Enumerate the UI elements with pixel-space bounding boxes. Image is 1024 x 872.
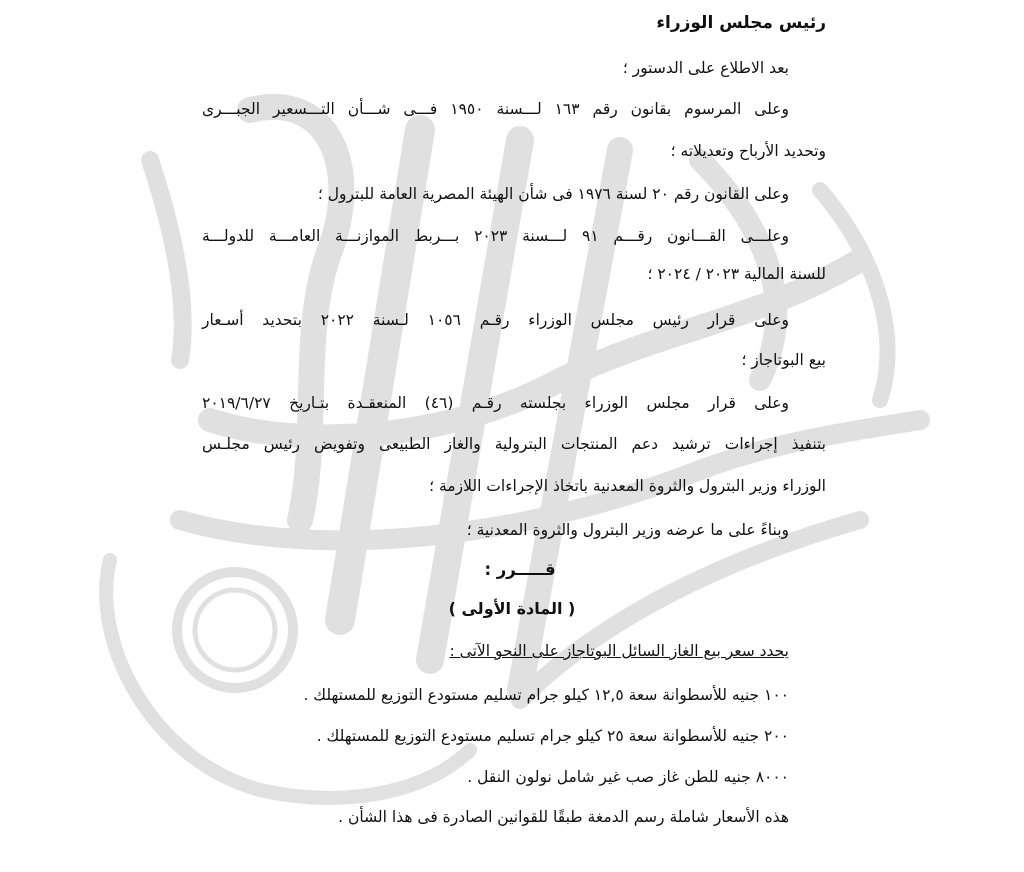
preamble-line: وعلى المرسوم بقانون رقم ١٦٣ لـــسنة ١٩٥٠ فـــى شـــأن التـــسعير الجبـــرى	[202, 100, 789, 118]
price-item: ١٠٠ جنيه للأسطوانة سعة ١٢,٥ كيلو جرام تسليم مستودع التوزيع للمستهلك .	[303, 686, 789, 704]
price-item: ٢٠٠ جنيه للأسطوانة سعة ٢٥ كيلو جرام تسليم مستودع التوزيع للمستهلك .	[316, 727, 789, 745]
article-intro: يحدد سعر بيع الغاز السائل البوتاجاز على النحو الآتى :	[449, 642, 789, 660]
preamble-line: وعلى قرار رئيس مجلس الوزراء رقـم ١٠٥٦ لـسنة ٢٠٢٢ بتحديد أسـعار	[202, 311, 790, 329]
preamble-line: بيع البوتاجاز ؛	[741, 351, 826, 369]
preamble-line: وبناءً على ما عرضه وزير البترول والثروة المعدنية ؛	[466, 521, 789, 539]
article-title: ( المادة الأولى )	[448, 599, 576, 618]
preamble-line: الوزراء وزير البترول والثروة المعدنية باتخاذ الإجراءات اللازمة ؛	[429, 477, 826, 495]
preamble-line: وعلـــى القـــانون رقـــم ٩١ لـــسنة ٢٠٢٣ بـــربط الموازنـــة العامـــة للدولـــة	[202, 227, 789, 245]
preamble-line: وعلى القانون رقم ٢٠ لسنة ١٩٧٦ فى شأن الهيئة المصرية العامة للبترول ؛	[317, 185, 789, 203]
article-note: هذه الأسعار شاملة رسم الدمغة طبقًا للقوانين الصادرة فى هذا الشأن .	[338, 808, 789, 826]
preamble-line: بتنفيذ إجراءات ترشيد دعم المنتجات البترولية والغاز الطبيعى وتفويض رئيس مجلـس	[202, 435, 826, 453]
preamble-line: للسنة المالية ٢٠٢٣ / ٢٠٢٤ ؛	[647, 265, 826, 283]
watermark-stroke	[150, 160, 183, 360]
watermark-stroke	[106, 560, 470, 798]
preamble-line: بعد الاطلاع على الدستور ؛	[622, 59, 789, 77]
preamble-line: وتحديد الأرباح وتعديلاته ؛	[670, 142, 826, 160]
watermark-stroke	[820, 190, 888, 400]
watermark-circle	[177, 572, 293, 688]
preamble-line: وعلى قرار مجلس الوزراء بجلسته رقـم (٤٦) المنعقـدة بتـاريخ ٢٠١٩/٦/٢٧	[202, 394, 790, 412]
price-item: ٨٠٠٠ جنيه للطن غاز صب غير شامل نولون النقل .	[467, 768, 789, 786]
decree-heading: قـــــرر :	[484, 560, 556, 579]
page-title: رئيس مجلس الوزراء	[656, 13, 826, 33]
